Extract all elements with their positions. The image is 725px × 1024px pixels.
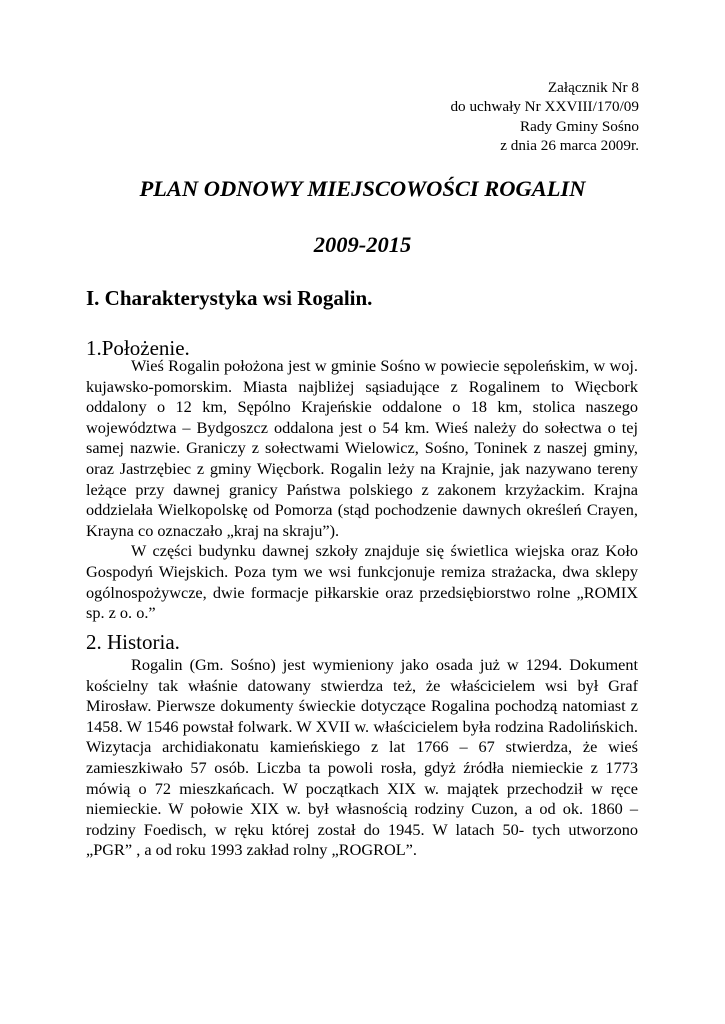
annex-resolution: do uchwały Nr XXVIII/170/09 [450,98,639,116]
history-paragraph: Rogalin (Gm. Sośno) jest wymieniony jako osada już w 1294. Dokument kościelny tak właśnie datowany stwierdza też, że właścicielem wsi był Graf Mirosław. Pierwsze dokumenty świeckie dotyczące Rogalina pochodzą natomiast z 1458. W 1546 powstał folwark. W XVII w. właścicielem była rodzina Radolińskich. Wizytacja archidiakonatu kamieńskiego z lat 1766 – 67 stwierdza, że wieś zamieszkiwało 57 osób. Liczba ta powoli rosła, gdyż źródła niemieckie z 1773 mówią o 72 mieszkańcach. W początkach XIX w. majątek przechodził w ręce niemieckie. W połowie XIX w. był własnością rodziny Cuzon, a od ok. 1860 – rodziny Foedisch, w ręku której został do 1945. W latach 50- tych utworzono „PGR” , a od roku 1993 zakład rolny „ROGROL”. [86,655,638,860]
annex-number: Załącznik Nr 8 [547,79,639,96]
community-paragraph: W części budynku dawnej szkoły znajduje się świetlica wiejska oraz Koło Gospodyń Wiejskich. Poza tym we wsi funkcjonuje remiza strażacka, dwa sklepy ogólnospożywcze, dwie formacje piłkarskie oraz przedsiębiorstwo rolne „ROMIX sp. z o. o.” [86,541,638,623]
annex-reference [450,78,639,155]
section-heading-history: 2. Historia. [86,630,180,654]
section-heading-location: 1.Położenie. [86,336,190,360]
document-title: PLAN ODNOWY MIEJSCOWOŚCI ROGALIN [139,176,586,201]
section-location [86,356,638,624]
section-history [86,655,638,861]
chapter-heading: I. Charakterystyka wsi Rogalin. [86,286,373,310]
document-years: 2009-2015 [313,232,412,257]
annex-date: z dnia 26 marca 2009r. [500,136,639,154]
location-paragraph: Wieś Rogalin położona jest w gminie Sośno w powiecie sępoleńskim, w woj. kujawsko-pomorskim. Miasta najbliżej sąsiadujące z Rogalinem to Więcbork oddalony o 12 km, Sępólno Krajeńskie oddalone o 18 km, stolica naszego województwa – Bydgoszcz oddalona jest o 54 km. Wieś należy do sołectwa o tej samej nazwie. Graniczy z sołectwami Wielowicz, Sośno, Toninek z naszej gminy, oraz Jastrzębiec z gminy Więcbork. Rogalin leży na Krajnie, jak nazywano tereny leżące przy dawnej granicy Państwa polskiego z zakonem krzyżackim. Krajna oddzielała Wielkopolskę od Pomorza (stąd pochodzenie dawnych określeń Crayen, Krayna co oznaczało „kraj na skraju”). [86,356,638,540]
annex-council: Rady Gminy Sośno [520,117,639,135]
